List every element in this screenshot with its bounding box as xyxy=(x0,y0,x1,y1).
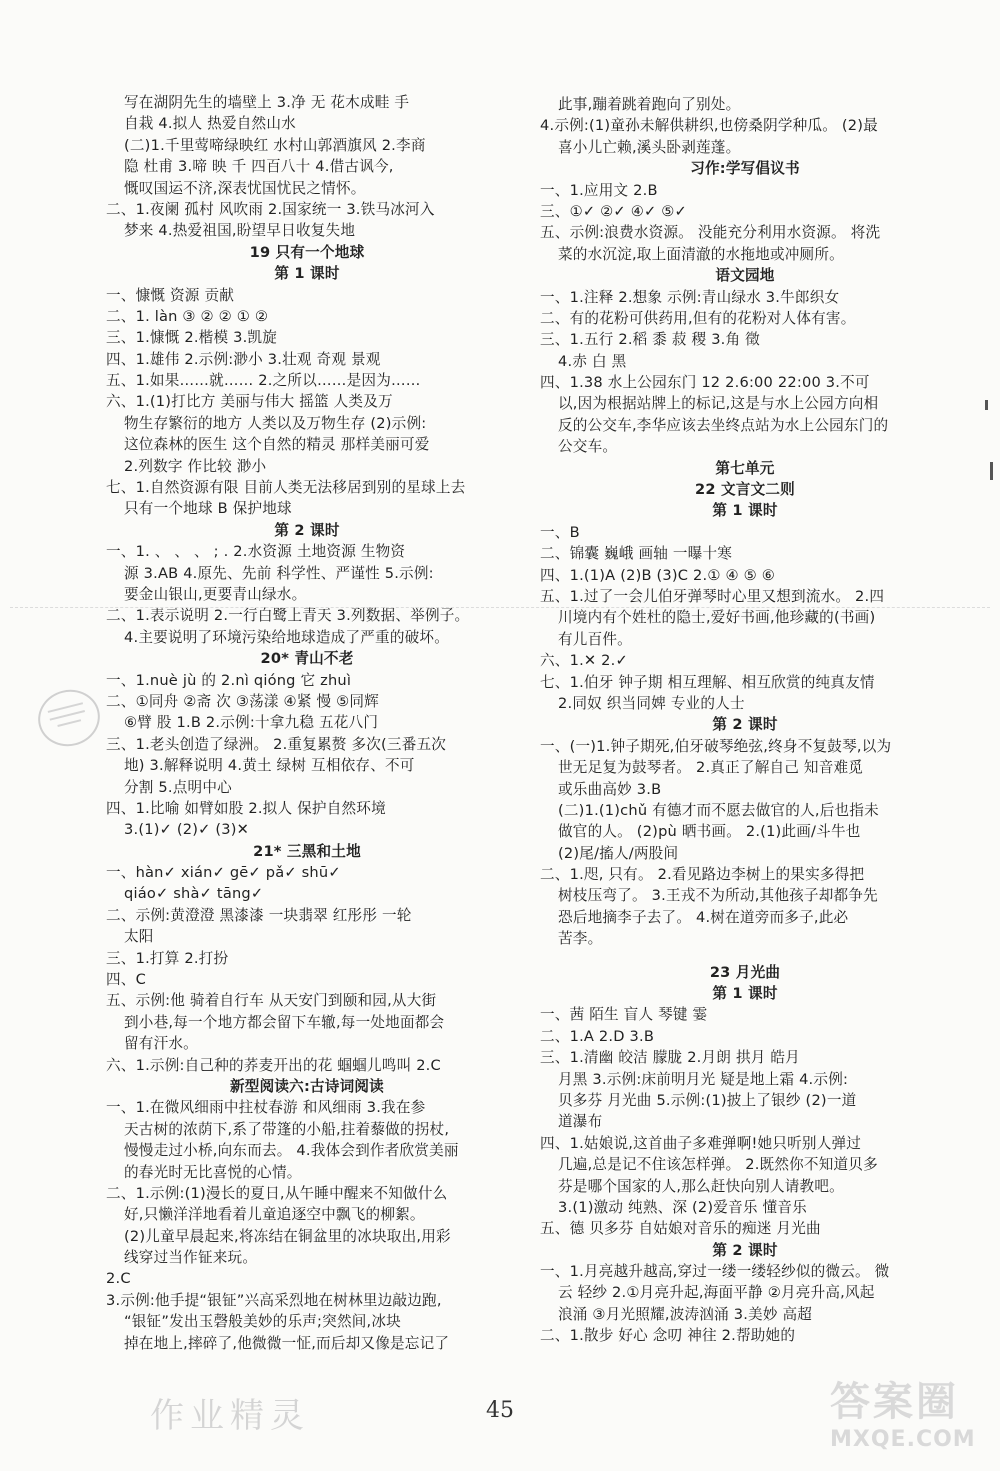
answer-line: 一、1.注释 2.想象 示例:青山绿水 3.牛郎织女 xyxy=(540,288,840,306)
section-heading: 第 1 课时 xyxy=(274,265,340,283)
answer-line: 六、1.(1)打比方 美丽与伟大 摇篮 人类及万 xyxy=(106,393,393,411)
answer-line: 只有一个地球 B 保护地球 xyxy=(124,500,292,518)
margin-mark xyxy=(985,400,988,410)
answer-line: 四、1.姑娘说,这首曲子多难弹啊!她只听别人弹过 xyxy=(540,1134,862,1152)
answer-line: 要金山银山,更要青山绿水。 xyxy=(124,585,307,603)
seal-stamp xyxy=(32,683,106,752)
answer-line: 到小巷,每一个地方都会留下车辙,每一处地面都会 xyxy=(124,1013,445,1031)
answer-line: “银钲”发出玉磬般美妙的乐声;突然间,冰块 xyxy=(124,1313,401,1331)
section-heading: 第七单元 xyxy=(715,459,775,477)
answer-line: 太阳 xyxy=(124,928,154,946)
answer-line: 二、1.散步 好心 念叨 神往 2.帮助她的 xyxy=(540,1327,796,1345)
answer-line: 二、有的花粉可供药用,但有的花粉对人体有害。 xyxy=(540,309,856,327)
section-heading: 22 文言文二则 xyxy=(695,481,795,499)
answer-line: 分割 5.点明中心 xyxy=(124,778,232,796)
answer-line: 物生存繁衍的地方 人类以及万物生存 (2)示例: xyxy=(124,414,427,432)
answer-line: 的春光时无比喜悦的心情。 xyxy=(124,1163,302,1181)
answer-line: 三、1.老头创造了绿洲。 2.重复累赘 多次(三番五次 xyxy=(106,735,447,753)
answer-line: 二、1.A 2.D 3.B xyxy=(540,1027,655,1045)
answer-line: 4.赤 白 黑 xyxy=(558,352,627,370)
answer-line: 二、①同舟 ②斋 次 ③荡漾 ④紧 慢 ⑤同辉 xyxy=(106,692,379,710)
answer-line: 4.示例:(1)童孙未解供耕织,也傍桑阴学种瓜。 (2)最 xyxy=(540,117,878,135)
answer-line: 一、茜 陌生 盲人 琴键 霎 xyxy=(540,1006,708,1024)
answer-line: 二、示例:黄澄澄 黑漆漆 一块翡翠 红彤彤 一轮 xyxy=(106,906,412,924)
answer-line: 菜的水沉淀,取上面清澈的水拖地或冲厕所。 xyxy=(558,245,844,263)
section-heading: 语文园地 xyxy=(715,267,775,285)
answer-line: (二)1.千里莺啼绿映红 水村山郭酒旗风 2.李商 xyxy=(124,136,426,154)
answer-line: 五、1.如果……就…… 2.之所以……是因为…… xyxy=(106,372,421,390)
section-heading: 21* 三黑和土地 xyxy=(253,842,361,860)
answer-line: 做官的人。 (2)pù 晒书画。 2.(1)此画/斗牛也 xyxy=(558,823,861,841)
answer-line: 2.列数字 作比较 渺小 xyxy=(124,457,267,475)
answer-line: 写在湖阴先生的墙壁上 3.净 无 花木成畦 手 xyxy=(124,94,410,111)
answer-line: 一、(一)1.钟子期死,伯牙破琴绝弦,终身不复鼓琴,以为 xyxy=(540,737,892,755)
answer-line: 公交车。 xyxy=(558,438,618,456)
answer-line: 3.(1)激动 纯熟、深 (2)爱音乐 懂音乐 xyxy=(558,1198,807,1216)
answer-line: 三、1.打算 2.打扮 xyxy=(106,949,229,967)
page-number: 45 xyxy=(486,1398,514,1423)
section-heading: 23 月光曲 xyxy=(709,963,781,981)
watermark-logo xyxy=(830,1370,978,1460)
answer-line: 梦来 4.热爱祖国,盼望早日收复失地 xyxy=(124,222,356,240)
answer-line: 三、①✓ ②✓ ④✓ ⑤✓ xyxy=(540,202,687,220)
answer-line: 天古树的浓荫下,系了带篷的小船,拄着藜做的拐杖, xyxy=(124,1120,450,1138)
answer-line: 云 轻纱 2.①月亮升起,海面平静 ②月亮升高,风起 xyxy=(558,1284,875,1302)
section-heading: 第 2 课时 xyxy=(274,521,340,539)
answer-line: (2)尾/搐人/两股间 xyxy=(558,844,679,862)
answer-line: 四、1.(1)A (2)B (3)C 2.① ④ ⑤ ⑥ xyxy=(540,566,776,584)
answer-line: 二、1.示例:(1)漫长的夏日,从午睡中醒来不知做什么 xyxy=(106,1184,448,1202)
answer-line: 源 3.AB 4.原先、先前 科学性、严谨性 5.示例: xyxy=(124,564,434,582)
answer-line: 4.主要说明了环境污染给地球造成了严重的破坏。 xyxy=(124,628,449,646)
section-heading: 第 1 课时 xyxy=(712,502,778,520)
answer-line: 浪涌 ③月光照耀,波涛汹涌 3.美妙 高超 xyxy=(558,1305,813,1323)
answer-line: 四、C xyxy=(106,971,146,989)
section-heading: 第 2 课时 xyxy=(712,716,778,734)
answer-line: 二、1.咫, 只有。 2.看见路边李树上的果实多得把 xyxy=(540,866,865,884)
answer-line: qiáo✓ shà✓ tāng✓ xyxy=(124,885,264,903)
answer-line: 五、1.过了一会儿伯牙弹琴时心里又想到流水。 2.四 xyxy=(540,587,885,605)
answer-line: 一、1.应用文 2.B xyxy=(540,181,658,199)
fold-line xyxy=(10,607,990,608)
answer-line: 贝多芬 月光曲 5.示例:(1)披上了银纱 (2)一道 xyxy=(558,1091,857,1109)
section-heading: 新型阅读六:古诗词阅读 xyxy=(230,1077,384,1095)
answer-line: 有儿百件。 xyxy=(558,630,632,648)
answer-line: 一、B xyxy=(540,523,580,541)
answer-line: 慢慢走过小桥,向东而去。 4.我体会到作者欣赏美丽 xyxy=(124,1142,459,1160)
answer-line: 2.同奴 织当同婢 专业的人士 xyxy=(558,694,745,712)
answer-line: 一、1.月亮越升越高,穿过一缕一缕轻纱似的微云。 微 xyxy=(540,1263,890,1281)
answer-line: 三、1.五行 2.稻 黍 菽 稷 3.角 徵 xyxy=(540,331,760,349)
section-heading: 20* 青山不老 xyxy=(260,650,354,668)
answer-line: 七、1.自然资源有限 目前人类无法移居到别的星球上去 xyxy=(106,479,466,497)
answer-line: 恐后地摘李子去了。 4.树在道旁而多子,此必 xyxy=(558,908,849,926)
answer-line: 一、1.在微风细雨中拄杖春游 和风细雨 3.我在参 xyxy=(106,1099,426,1117)
answer-line: ⑥臂 股 1.B 2.示例:十拿九稳 五花八门 xyxy=(124,714,379,732)
answer-line: 这位森林的医生 这个自然的精灵 那样美丽可爱 xyxy=(124,436,430,454)
answer-line: 五、示例:他 骑着自行车 从天安门到颐和园,从大街 xyxy=(106,992,437,1010)
right-answer-column xyxy=(540,94,950,1347)
answer-line: 喜小儿亡赖,溪头卧剥莲蓬。 xyxy=(558,138,741,156)
section-heading: 第 2 课时 xyxy=(712,1241,778,1259)
answer-line: 六、1.示例:自己种的荞麦开出的花 蝈蝈儿鸣叫 2.C xyxy=(106,1056,441,1074)
answer-line: 掉在地上,摔碎了,他微微一怔,而后却又像是忘记了 xyxy=(124,1334,450,1352)
answer-line: 3.(1)✓ (2)✓ (3)✕ xyxy=(124,821,250,839)
answer-line: (二)1.(1)chǔ 有德才而不愿去做官的人,后也指未 xyxy=(558,801,879,819)
answer-line: 六、1.✕ 2.✓ xyxy=(540,652,628,670)
answer-line: 二、1.表示说明 2.一行白鹭上青天 3.列数据、举例子。 xyxy=(106,607,470,625)
footer-brand-text: 作业精灵 xyxy=(150,1396,310,1436)
answer-line: 世无足复为鼓琴者。 2.真正了解自己 知音难觅 xyxy=(558,759,864,777)
answer-line: 七、1.伯牙 钟子期 相互理解、相互欣赏的纯真友情 xyxy=(540,673,875,691)
answer-line xyxy=(540,950,950,962)
section-heading: 19 只有一个地球 xyxy=(249,243,365,261)
answer-line: 二、1. làn ③ ② ② ① ② xyxy=(106,307,269,325)
left-answer-column xyxy=(106,92,508,1354)
section-heading: 第 1 课时 xyxy=(712,985,778,1003)
answer-line: 川境内有个姓杜的隐士,爱好书画,他珍藏的(书画) xyxy=(558,609,876,627)
answer-line: 四、1.比喻 如臂如股 2.拟人 保护自然环境 xyxy=(106,799,386,817)
answer-line: 三、1.慷慨 2.楷模 3.凯旋 xyxy=(106,329,278,347)
answer-line: 四、1.雄伟 2.示例:渺小 3.壮观 奇观 景观 xyxy=(106,350,381,368)
answer-line: 一、慷慨 资源 贡献 xyxy=(106,286,235,304)
answer-line: 地) 3.解释说明 4.黄土 绿树 互相依存、不可 xyxy=(124,757,415,775)
answer-line: 几遍,总是记不住该怎样弹。 2.既然你不知道贝多 xyxy=(558,1156,878,1174)
answer-line: 四、1.38 水上公园东门 12 2.6:00 22:00 3.不可 xyxy=(540,374,870,392)
answer-line: 留有汗水。 xyxy=(124,1035,198,1053)
margin-mark xyxy=(990,462,993,480)
answer-line: 慨叹国运不济,深表忧国忧民之情怀。 xyxy=(124,179,366,197)
answer-line: 3.示例:他手提“银钲”兴高采烈地在树林里边敲边跑, xyxy=(106,1291,442,1309)
answer-line: 线穿过当作钲来玩。 xyxy=(124,1249,258,1267)
answer-line: (2)儿童早晨起来,将冻结在铜盆里的冰块取出,用彩 xyxy=(124,1227,451,1245)
answer-line: 或乐曲高妙 3.B xyxy=(558,780,662,798)
watermark-title: 答案圈 xyxy=(830,1379,959,1425)
answer-line: 二、锦囊 巍峨 画轴 一曝十寒 xyxy=(540,545,733,563)
answer-line: 好,只懒洋洋地看着儿童追逐空中飘飞的柳絮。 xyxy=(124,1206,425,1224)
answer-line: 苦李。 xyxy=(558,930,603,948)
answer-line: 一、1. 、 、 、 ; . 2.水资源 土地资源 生物资 xyxy=(106,543,406,561)
answer-line: 以,因为根据站牌上的标记,这是与水上公园方向相 xyxy=(558,395,879,413)
answer-line: 芬是哪个国家的人,那么赶快向别人请教吧。 xyxy=(558,1177,844,1195)
answer-line: 一、1.nuè jù 的 2.nì qióng 它 zhuì xyxy=(106,671,352,689)
answer-line: 2.C xyxy=(106,1270,131,1288)
answer-line: 道瀑布 xyxy=(558,1113,603,1131)
answer-line: 反的公交车,李华应该去坐终点站为水上公园东门的 xyxy=(558,416,889,434)
answer-line: 二、1.夜阑 孤村 风吹雨 2.国家统一 3.铁马冰河入 xyxy=(106,200,435,218)
answer-line: 自栽 4.拟人 热爱自然山水 xyxy=(124,115,296,133)
watermark-url: MXQE.COM xyxy=(830,1427,976,1452)
answer-line: 五、示例:浪费水资源。 没能充分利用水资源。 将洗 xyxy=(540,224,881,242)
answer-line: 月黑 3.示例:床前明月光 疑是地上霜 4.示例: xyxy=(558,1070,849,1088)
section-heading: 习作:学写倡议书 xyxy=(690,160,800,178)
answer-line: 五、德 贝多芬 自姑娘对音乐的痴迷 月光曲 xyxy=(540,1220,821,1238)
answer-line: 树枝压弯了。 3.王戎不为所动,其他孩子却都争先 xyxy=(558,887,878,905)
answer-line: 三、1.清幽 皎洁 朦胧 2.月朗 拱月 皓月 xyxy=(540,1049,800,1067)
answer-line: 一、hàn✓ xián✓ gē✓ pǎ✓ shū✓ xyxy=(106,864,341,882)
answer-line: 隐 杜甫 3.啼 映 千 四百八十 4.借古讽今, xyxy=(124,158,394,176)
answer-line: 此事,蹦着跳着跑向了别处。 xyxy=(558,96,741,113)
